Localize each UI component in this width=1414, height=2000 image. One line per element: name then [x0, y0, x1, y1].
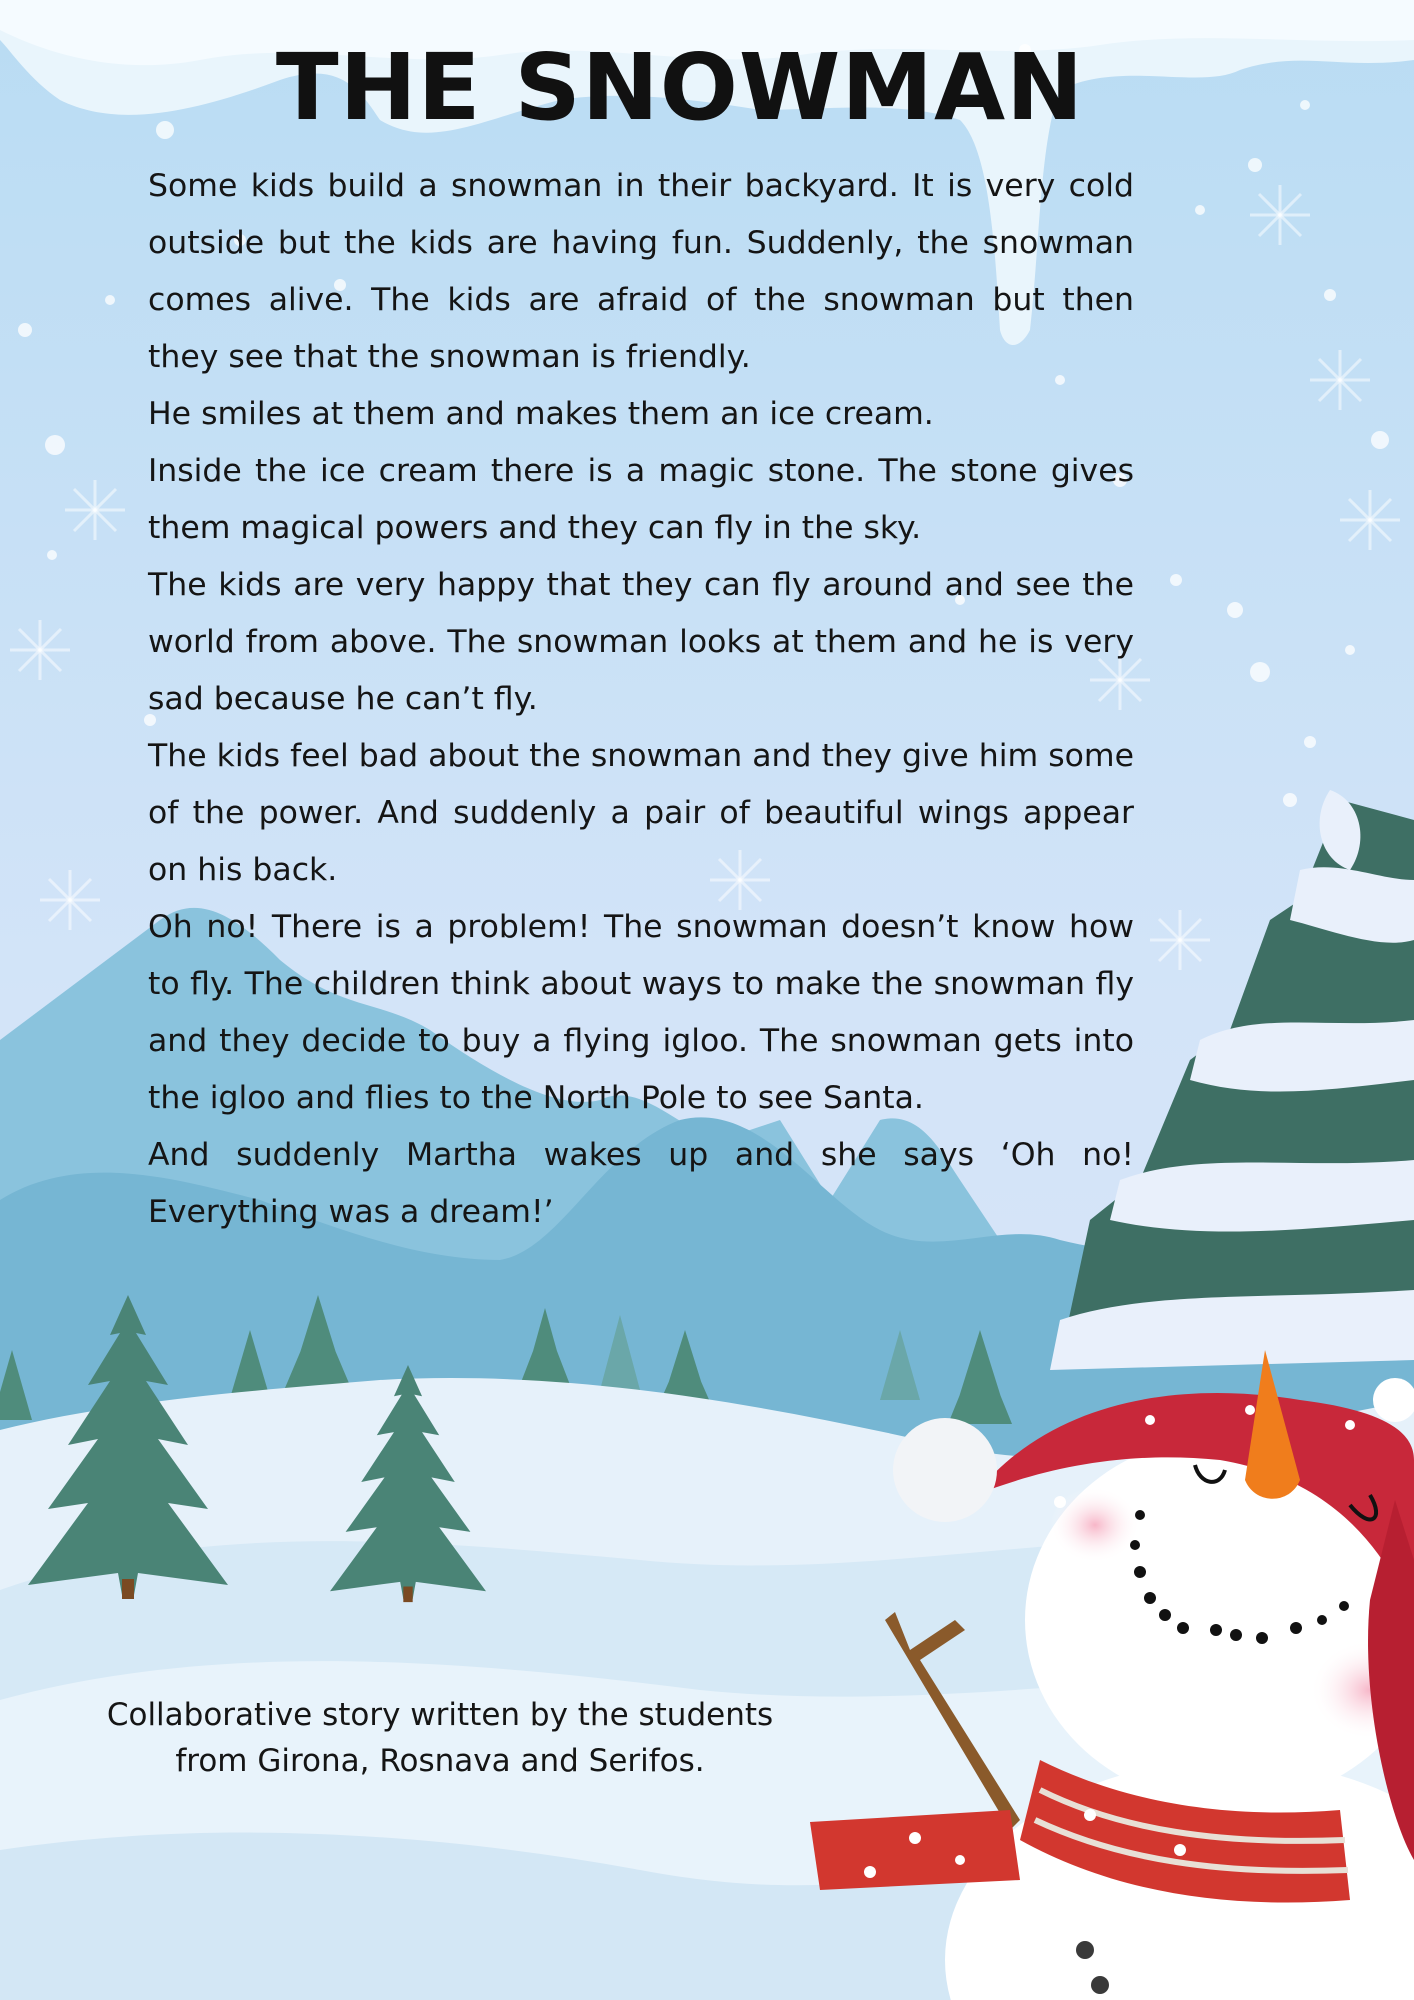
story-paragraph: Oh no! There is a problem! The snowman doesn’t know how to fly. The children think about ways to make the snowman fly and they decide to buy a flying igloo. The snowman gets into the igloo and flies to the North Pole to see Santa. [148, 909, 1134, 1116]
credit-line: Collaborative story written by the students [106, 1697, 774, 1733]
story-paragraph: Inside the ice cream there is a magic stone. The stone gives them magical powers and they can fly in the sky. [148, 453, 1134, 546]
story-paragraph: The kids feel bad about the snowman and they give him some of the power. And suddenly a pair of beautiful wings appear on his back. [148, 738, 1134, 888]
credit-line: from Girona, Rosnava and Serifos. [175, 1743, 705, 1779]
story-paragraph: The kids are very happy that they can fly around and see the world from above. The snowman looks at them and he is very sad because he can’t fly. [148, 567, 1134, 717]
story-text [148, 158, 1134, 1241]
story-paragraph: Some kids build a snowman in their backyard. It is very cold outside but the kids are having fun. Suddenly, the snowman comes alive. The kids are afraid of the snowman but then they see that the snowman is friendly. [148, 168, 1134, 375]
hat-pompom [893, 1418, 997, 1522]
story-paragraph: He smiles at them and makes them an ice cream. [148, 396, 934, 432]
author-credit [60, 1692, 820, 1784]
page-title: THE SNOWMAN [275, 34, 1085, 141]
story-paragraph: And suddenly Martha wakes up and she says ‘Oh no! Everything was a dream!’ [148, 1137, 1134, 1230]
